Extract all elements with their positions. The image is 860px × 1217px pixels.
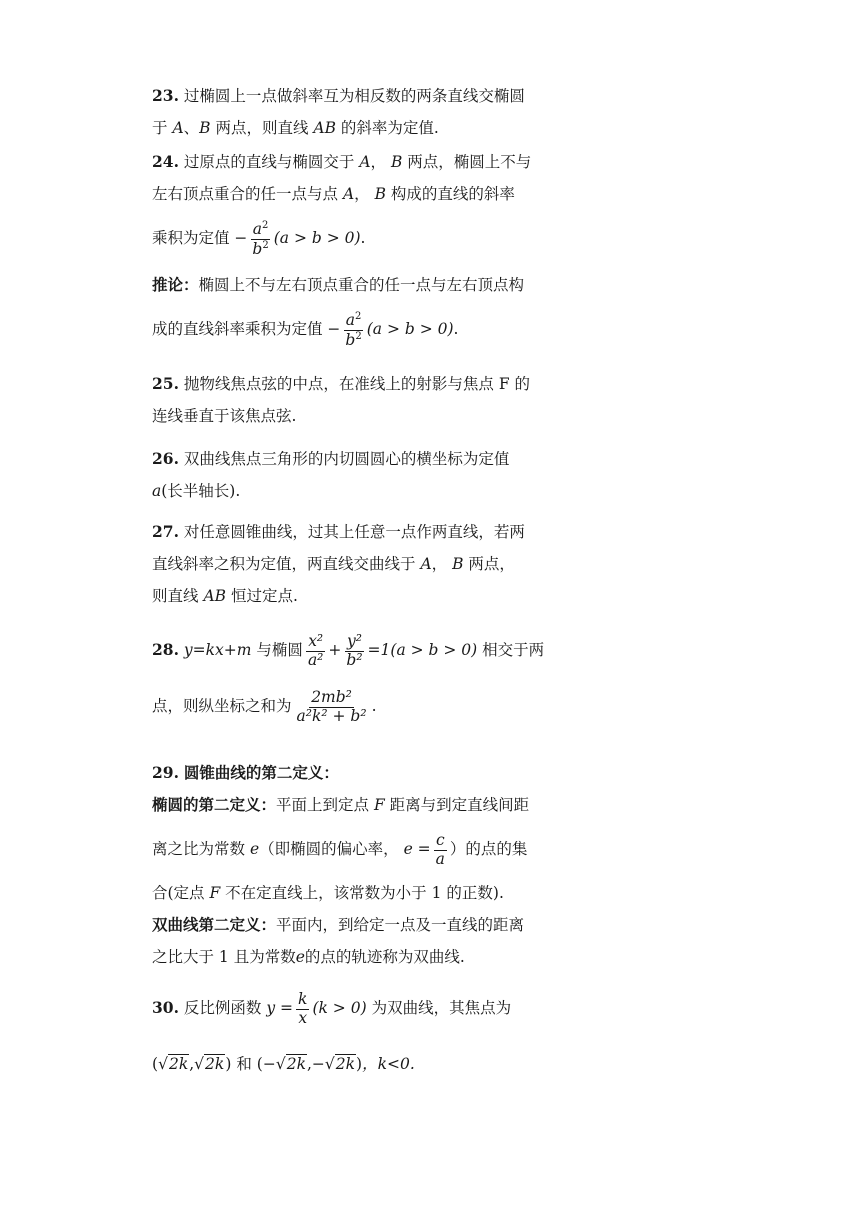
- item-29: 29. 圆锥曲线的第二定义： 椭圆的第二定义：平面上到定点 F 距离与到定直线间距 离之比为常数 e（即椭圆的偏心率， e = $\frac{c}{a}$ ）的点的集 合(定点 F 不在定直线上，该常数为小于 1 的正数). 双曲线第二定义：平面内，到给定一点及一直线的距离 之比大于 1 且为常数e的点的轨迹称为双曲线.: [152, 757, 582, 973]
- formula-line: 28. y=kx+m 与椭圆 $\frac{\text{x²}}{\text{a²}}$ + $\frac{\text{y²}}{\text{b²}}$ =1(a > b > 0) 相交于两: [152, 631, 545, 669]
- fraction: $\frac{\text{x²}}{\text{a²}}$: [307, 631, 324, 669]
- formula-line: 乘积为定值 − $\frac{a^2}{b^2}$ (a > b > 0).: [152, 219, 366, 258]
- sqrt: 2k: [286, 1055, 306, 1073]
- sqrt: 2k: [205, 1055, 225, 1073]
- item-27: 27. 对任意圆锥曲线，过其上任意一点作两直线，若两 直线斜率之积为定值，两直线交曲线于 A， B 两点， 则直线 AB 恒过定点.: [152, 522, 525, 605]
- item-number: 28.: [152, 640, 179, 659]
- hyperbola-definition-label: 双曲线第二定义：: [152, 915, 277, 934]
- item-number: 29.: [152, 763, 179, 782]
- item-number: 30.: [152, 998, 179, 1017]
- item-number: 24.: [152, 152, 179, 171]
- sqrt: 2k: [168, 1055, 189, 1073]
- fraction: $\frac{\text{2mb²}}{\text{a²k² + b²}}$: [296, 687, 367, 725]
- formula-line: (√2k,√2k) 和 (−√2k,−√2k)，k<0.: [152, 1055, 415, 1073]
- item-number: 27.: [152, 522, 179, 541]
- item-number: 23.: [152, 86, 179, 105]
- fraction: $\frac{k}{x}$: [298, 989, 308, 1027]
- fraction: $\frac{\text{y²}}{\text{b²}}$: [346, 631, 363, 669]
- corollary-label: 推论：: [152, 275, 199, 294]
- fraction: $\frac{a^2}{b^2}$: [252, 219, 269, 258]
- item-23: 23. 过椭圆上一点做斜率互为相反数的两条直线交椭圆 于 A、B 两点，则直线 AB 的斜率为定值.: [152, 86, 525, 137]
- fraction: $\frac{a^2}{b^2}$: [345, 310, 362, 349]
- formula-line: 成的直线斜率乘积为定值 − $\frac{a^2}{b^2}$ (a > b > 0).: [152, 310, 459, 349]
- item-28: [152, 622, 582, 734]
- item-26: 26. 双曲线焦点三角形的内切圆圆心的横坐标为定值 a(长半轴长).: [152, 449, 510, 500]
- formula-line: 点，则纵坐标之和为 $\frac{\text{2mb²}}{\text{a²k² + b²}}$ .: [152, 687, 377, 725]
- ellipse-definition-label: 椭圆的第二定义：: [152, 795, 277, 814]
- sqrt: 2k: [335, 1055, 356, 1073]
- corollary: 推论：椭圆上不与左右顶点重合的任一点与左右顶点构 成的直线斜率乘积为定值 − $\frac{a^2}{b^2}$ (a > b > 0).: [152, 269, 582, 357]
- formula-line: 离之比为常数 e（即椭圆的偏心率， e = $\frac{c}{a}$ ）的点的集: [152, 830, 528, 868]
- fraction: $\frac{c}{a}$: [435, 830, 445, 868]
- section-title: 圆锥曲线的第二定义：: [183, 763, 339, 782]
- item-30: [152, 980, 582, 1092]
- item-number: 25.: [152, 374, 179, 393]
- item-25: 25. 抛物线焦点弦的中点，在准线上的射影与焦点 F 的 连线垂直于该焦点弦.: [152, 374, 531, 425]
- item-24: 24. 过原点的直线与椭圆交于 A， B 两点，椭圆上不与 左右顶点重合的任一点与点 A， B 构成的直线的斜率 乘积为定值 − $\frac{a^2}{b^2}$ (a > b > 0).: [152, 146, 582, 266]
- formula-line: 30. 反比例函数 y = $\frac{k}{x}$ (k > 0) 为双曲线，其焦点为: [152, 989, 512, 1027]
- item-number: 26.: [152, 449, 179, 468]
